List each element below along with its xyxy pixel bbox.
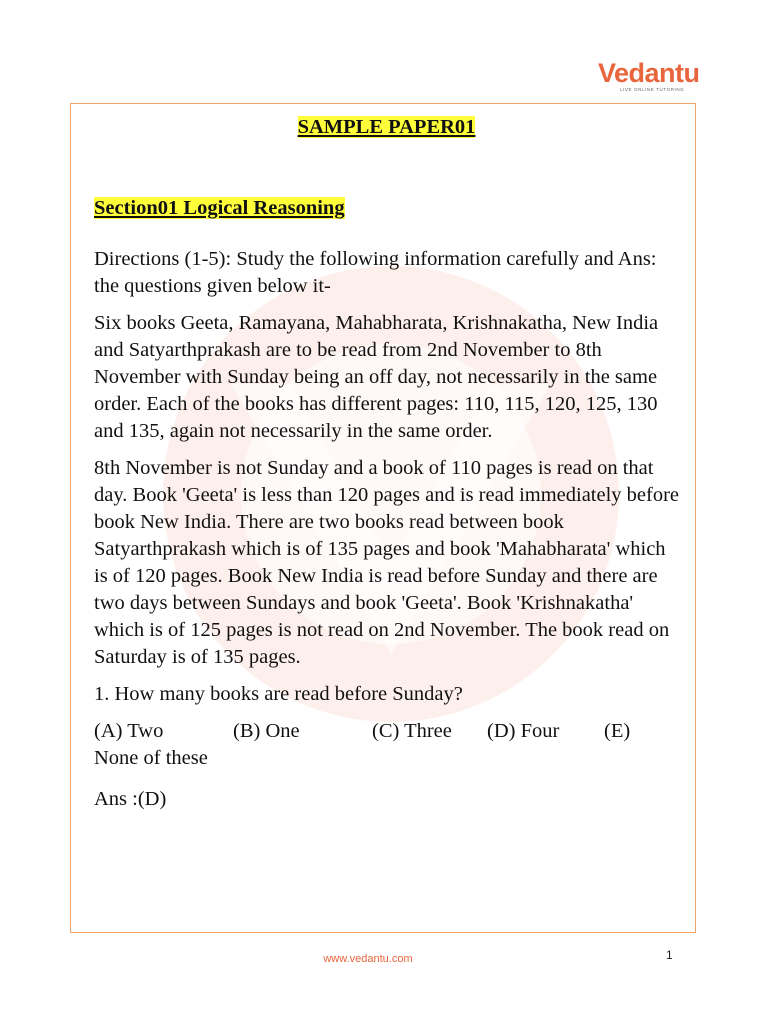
directions-text: Directions (1-5): Study the following information carefully and Ans: the questions given below it- <box>94 248 657 297</box>
title-wrap <box>94 114 679 141</box>
answer-options <box>94 718 679 772</box>
option-c: (C) Three <box>372 720 452 742</box>
option-a: (A) Two <box>94 720 164 742</box>
page-frame <box>70 103 696 933</box>
section-heading: Section01 Logical Reasoning <box>94 197 345 219</box>
section-heading-wrap <box>94 195 679 222</box>
passage-paragraph-1: Six books Geeta, Ramayana, Mahabharata, Krishnakatha, New India and Satyarthprakash are to be read from 2nd November to 8th November with Sunday being an off day, not necessarily in the same order. Each of the books has different pages: 110, 115, 120, 125, 130 and 135, again not necessarily in the same order. <box>94 312 659 442</box>
logo-tagline: LIVE ONLINE TUTORING <box>620 87 685 92</box>
page-title: SAMPLE PAPER01 <box>297 116 476 138</box>
footer-url: www.vedantu.com <box>323 953 413 965</box>
vedantu-logo <box>598 58 698 98</box>
option-b: (B) One <box>233 720 300 742</box>
logo-wordmark: Vedantu <box>598 58 700 88</box>
document-content <box>94 114 679 813</box>
option-e-label: (E) <box>604 720 631 742</box>
page-number: 1 <box>666 948 673 962</box>
question-1: 1. How many books are read before Sunday? <box>94 683 463 705</box>
passage-paragraph-2: 8th November is not Sunday and a book of 110 pages is read on that day. Book 'Geeta' is less than 120 pages and is read immediately before book New India. There are two books read between book Satyarthprakash which is of 135 pages and book 'Mahabharata' which is of 120 pages. Book New India is read before Sunday and there are two days between Sundays and book 'Geeta'. Book 'Krishnakatha' which is of 125 pages is not read on 2nd November. The book read on Saturday is of 135 pages. <box>94 457 680 668</box>
option-e-text: None of these <box>94 747 208 769</box>
option-d: (D) Four <box>487 720 560 742</box>
answer-text: Ans :(D) <box>94 788 167 810</box>
